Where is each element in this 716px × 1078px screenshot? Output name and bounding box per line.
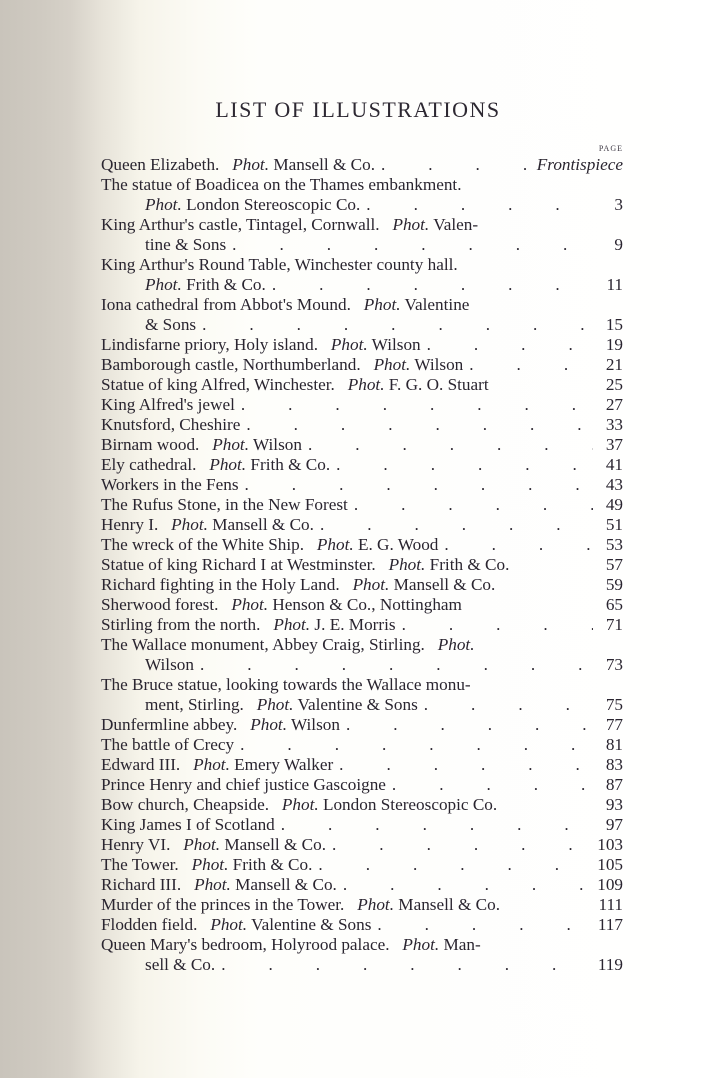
page-number: 27 [605,395,623,414]
photographer-label: Phot. [145,275,182,294]
photographer-label: Phot. [316,535,354,554]
page-number: 43 [605,475,623,494]
caption-text: tine & Sons [145,235,227,254]
page-number: 57 [605,555,623,574]
caption-text: sell & Co. [145,955,216,974]
page-column-header: PAGE [598,144,623,153]
entry-continuation-line [101,955,623,975]
photographer-label: Phot. [402,935,440,954]
illustration-entry [101,435,623,455]
illustrations-list [101,155,623,975]
page-number: 9 [614,235,623,254]
entry-continuation-line [101,275,623,295]
dot-leader [340,715,593,735]
page-number: Frontispiece [536,155,623,174]
entry-caption [101,475,239,495]
caption-text: King Arthur's castle, Tintagel, Cornwall. [101,215,380,234]
page-number: 25 [605,375,623,394]
page-number: 11 [606,275,623,294]
entry-line [101,415,623,435]
caption-text: Statue of king Richard I at Westminster. [101,555,376,574]
entry-line [101,575,623,595]
entry-line [101,735,623,755]
dot-leader [418,695,593,715]
photographer-label: Phot. [193,755,230,774]
page-number: 41 [605,455,623,474]
page-number: 105 [597,855,623,874]
caption-text: Murder of the princes in the Tower. [101,895,345,914]
entry-caption [101,575,495,595]
photographer-name: E. G. Wood [353,535,439,554]
entry-line [101,675,623,695]
photographer-label: Phot. [210,915,248,934]
illustration-entry [101,635,623,675]
entry-line [101,835,623,855]
photographer-label: Phot. [357,895,394,914]
photographer-label: Phot. [250,715,287,734]
entry-line [101,635,623,655]
entry-line [101,495,623,515]
photographer-name: London Stereoscopic Co. [318,795,498,814]
photographer-label: Phot. [209,455,247,474]
caption-text: Knutsford, Cheshire [101,415,241,434]
illustration-entry [101,455,623,475]
caption-text: Sherwood forest. [101,595,219,614]
entry-caption [101,495,348,515]
page-number: 93 [605,795,623,814]
illustration-entry [101,575,623,595]
caption-text: Bow church, Cheapside. [101,795,270,814]
caption-text: The Rufus Stone, in the New Forest [101,495,348,514]
page-number: 15 [605,315,623,334]
page-number: 83 [605,755,623,774]
page-number: 19 [605,335,623,354]
caption-text: King Arthur's Round Table, Winchester county hall. [101,255,458,274]
entry-line [101,615,623,635]
caption-text: & Sons [145,315,197,334]
dot-leader [326,835,593,855]
dot-leader [333,755,593,775]
entry-caption [101,595,462,615]
illustration-entry [101,555,623,575]
page-number: 37 [605,435,623,454]
entry-caption [145,195,360,215]
entry-caption [101,635,475,655]
entry-caption [145,695,418,715]
photographer-name: Valentine [400,295,470,314]
dot-leader [240,415,593,435]
photographer-name: Henson & Co., Nottingham [268,595,462,614]
dot-leader [194,655,593,675]
entry-continuation-line [101,195,623,215]
photographer-label: Phot. [273,615,311,634]
entry-continuation-line [101,695,623,715]
caption-text: Queen Mary's bedroom, Holyrood palace. [101,935,390,954]
illustration-entry [101,475,623,495]
entry-caption [101,795,497,815]
entry-line [101,535,623,555]
caption-text: Richard III. [101,875,182,894]
caption-text: Prince Henry and chief justice Gascoigne [101,775,386,794]
dot-leader [196,315,593,335]
dot-leader [371,915,593,935]
dot-leader [266,275,593,295]
caption-text: Iona cathedral from Abbot's Mound. [101,295,351,314]
entry-line [101,295,623,315]
caption-text: Queen Elizabeth. [101,155,220,174]
photographer-name: Mansell & Co. [394,895,500,914]
illustration-entry [101,915,623,935]
entry-caption [101,395,235,415]
entry-caption [101,295,469,315]
illustration-entry [101,815,623,835]
entry-line [101,595,623,615]
dot-leader [226,235,593,255]
illustration-entry [101,855,623,875]
entry-line [101,455,623,475]
entry-line [101,375,623,395]
entry-caption [101,815,275,835]
entry-caption [101,615,396,635]
page-number: 71 [605,615,623,634]
caption-text: The Tower. [101,855,179,874]
entry-line [101,815,623,835]
entry-caption [101,215,478,235]
photographer-label: Phot. [352,575,390,594]
caption-text: King Alfred's jewel [101,395,235,414]
entry-caption [101,335,421,355]
entry-caption [145,655,194,675]
entry-caption [101,755,333,775]
entry-line [101,255,623,275]
caption-text: The statue of Boadicea on the Thames embankment. [101,175,462,194]
photographer-name: Mansell & Co. [207,515,314,534]
entry-caption [101,515,314,535]
caption-text: Ely cathedral. [101,455,197,474]
photographer-label: Phot. [212,435,249,454]
entry-line [101,395,623,415]
page-title: LIST OF ILLUSTRATIONS [215,97,501,122]
photographer-label: Phot. [330,335,368,354]
entry-caption [101,915,371,935]
dot-leader [330,455,593,475]
photographer-name: Mansell & Co. [220,835,327,854]
dot-leader [337,875,593,895]
entry-line [101,935,623,955]
entry-caption [101,875,337,895]
photographer-name: Frith & Co. [425,555,510,574]
entry-line [101,175,623,195]
photographer-label: Phot. [392,215,430,234]
photographer-name: Wilson [410,355,464,374]
dot-leader [302,435,593,455]
photographer-label: Phot. [191,855,229,874]
illustration-entry [101,595,623,615]
photographer-name: Frith & Co. [181,275,266,294]
illustration-entry [101,175,623,215]
caption-text: Bamborough castle, Northumberland. [101,355,361,374]
illustration-entry [101,795,623,815]
page-number: 51 [605,515,623,534]
page-number: 49 [605,495,623,514]
photographer-name: Frith & Co. [246,455,331,474]
entry-caption [101,155,375,175]
photographer-name: Wilson [287,715,340,734]
dot-leader [375,155,537,175]
photographer-label: Phot. [256,695,294,714]
entry-line [101,555,623,575]
entry-line [101,155,623,175]
entry-caption [101,455,330,475]
page-number: 53 [605,535,623,554]
illustration-entry [101,875,623,895]
caption-text: Dunfermline abbey. [101,715,238,734]
photographer-label: Phot. [145,195,182,214]
illustration-entry [101,415,623,435]
page-number: 119 [597,955,623,974]
dot-leader [386,775,593,795]
photographer-label: Phot. [347,375,385,394]
illustration-entry [101,395,623,415]
page-number: 81 [605,735,623,754]
photographer-label: Phot. [363,295,401,314]
page-number: 109 [597,875,623,894]
entry-caption [101,675,471,695]
page-number: 21 [605,355,623,374]
page-number: 117 [597,915,623,934]
entry-line [101,515,623,535]
entry-caption [101,555,509,575]
illustration-entry [101,735,623,755]
caption-text: Flodden field. [101,915,198,934]
caption-text: The battle of Crecy [101,735,235,754]
photographer-name: Wilson [249,435,302,454]
entry-line [101,915,623,935]
caption-text: The Wallace monument, Abbey Craig, Stirling. [101,635,425,654]
dot-leader [314,515,593,535]
dot-leader [275,815,593,835]
illustration-entry [101,295,623,335]
photographer-label: Phot. [231,595,269,614]
dot-leader [239,475,593,495]
entry-caption [101,835,326,855]
photographer-name: J. E. Morris [310,615,396,634]
photographer-name: Frith & Co. [228,855,313,874]
entry-caption [101,775,386,795]
illustration-entry [101,215,623,255]
illustration-entry [101,895,623,915]
photographer-name: Emery Walker [229,755,334,774]
illustration-entry [101,255,623,295]
dot-leader [348,495,593,515]
entry-line [101,335,623,355]
photographer-label: Phot. [281,795,319,814]
entry-caption [101,735,234,755]
photographer-name: Mansell & Co. [269,155,376,174]
photographer-label: Phot. [232,155,270,174]
illustration-entry [101,775,623,795]
dot-leader [215,955,593,975]
page-number: 59 [605,575,623,594]
entry-caption [101,535,438,555]
photographer-name: F. G. O. Stuart [384,375,489,394]
entry-caption [145,235,226,255]
caption-text: ment, Stirling. [145,695,244,714]
photographer-label: Phot. [373,355,411,374]
entry-line [101,355,623,375]
illustration-entry [101,535,623,555]
illustration-entry [101,515,623,535]
dot-leader [438,535,593,555]
photographer-label: Phot. [388,555,426,574]
photographer-name: Valentine & Sons [293,695,418,714]
entry-continuation-line [101,315,623,335]
dot-leader [463,355,593,375]
photographer-label: Phot. [194,875,231,894]
entry-line [101,215,623,235]
entry-line [101,775,623,795]
entry-caption [145,315,196,335]
entry-line [101,895,623,915]
photographer-name: Mansell & Co. [389,575,496,594]
entry-continuation-line [101,235,623,255]
illustration-entry [101,615,623,635]
caption-text: Edward III. [101,755,181,774]
page-number: 77 [605,715,623,734]
photographer-label: Phot. [171,515,208,534]
photographer-name: Wilson [367,335,421,354]
page-number: 73 [605,655,623,674]
illustration-entry [101,375,623,395]
photographer-name: London Stereoscopic Co. [181,195,361,214]
entry-line [101,855,623,875]
entry-caption [101,935,481,955]
page-number: 111 [598,895,623,914]
caption-text: Statue of king Alfred, Winchester. [101,375,335,394]
dot-leader [234,735,593,755]
page-number: 87 [605,775,623,794]
photographer-name: Mansell & Co. [230,875,337,894]
dot-leader [396,615,593,635]
photographer-label: Phot. [437,635,475,654]
entry-caption [101,355,463,375]
entry-caption [145,955,215,975]
entry-caption [101,895,500,915]
photographer-name: Valentine & Sons [247,915,372,934]
entry-caption [145,275,266,295]
dot-leader [235,395,593,415]
page-number: 65 [605,595,623,614]
caption-text: Wilson [145,655,194,674]
caption-text: Stirling from the north. [101,615,261,634]
caption-text: Richard fighting in the Holy Land. [101,575,340,594]
entry-caption [101,255,458,275]
caption-text: The wreck of the White Ship. [101,535,305,554]
caption-text: Birnam wood. [101,435,200,454]
illustration-entry [101,335,623,355]
caption-text: The Bruce statue, looking towards the Wallace monu- [101,675,471,694]
entry-caption [101,375,489,395]
illustration-entry [101,675,623,715]
entry-line [101,435,623,455]
caption-text: King James I of Scotland [101,815,275,834]
entry-continuation-line [101,655,623,675]
illustration-entry [101,355,623,375]
entry-caption [101,175,462,195]
dot-leader [360,195,593,215]
entry-caption [101,435,302,455]
page-number: 97 [605,815,623,834]
photographer-label: Phot. [183,835,221,854]
illustration-entry [101,835,623,855]
photographer-name: Valen- [429,215,479,234]
caption-text: Henry I. [101,515,159,534]
page-number: 3 [614,195,623,214]
caption-text: Workers in the Fens [101,475,239,494]
illustration-entry [101,935,623,975]
entry-line [101,755,623,775]
illustration-entry [101,715,623,735]
illustration-entry [101,755,623,775]
dot-leader [312,855,593,875]
page-number: 75 [605,695,623,714]
dot-leader [421,335,593,355]
entry-caption [101,415,240,435]
caption-text: Henry VI. [101,835,171,854]
entry-caption [101,715,340,735]
entry-line [101,795,623,815]
page-number: 33 [605,415,623,434]
illustration-entry [101,155,623,175]
entry-caption [101,855,312,875]
entry-line [101,715,623,735]
entry-line [101,875,623,895]
illustration-entry [101,495,623,515]
entry-line [101,475,623,495]
caption-text: Lindisfarne priory, Holy island. [101,335,319,354]
photographer-name: Man- [439,935,481,954]
page-number: 103 [597,835,623,854]
